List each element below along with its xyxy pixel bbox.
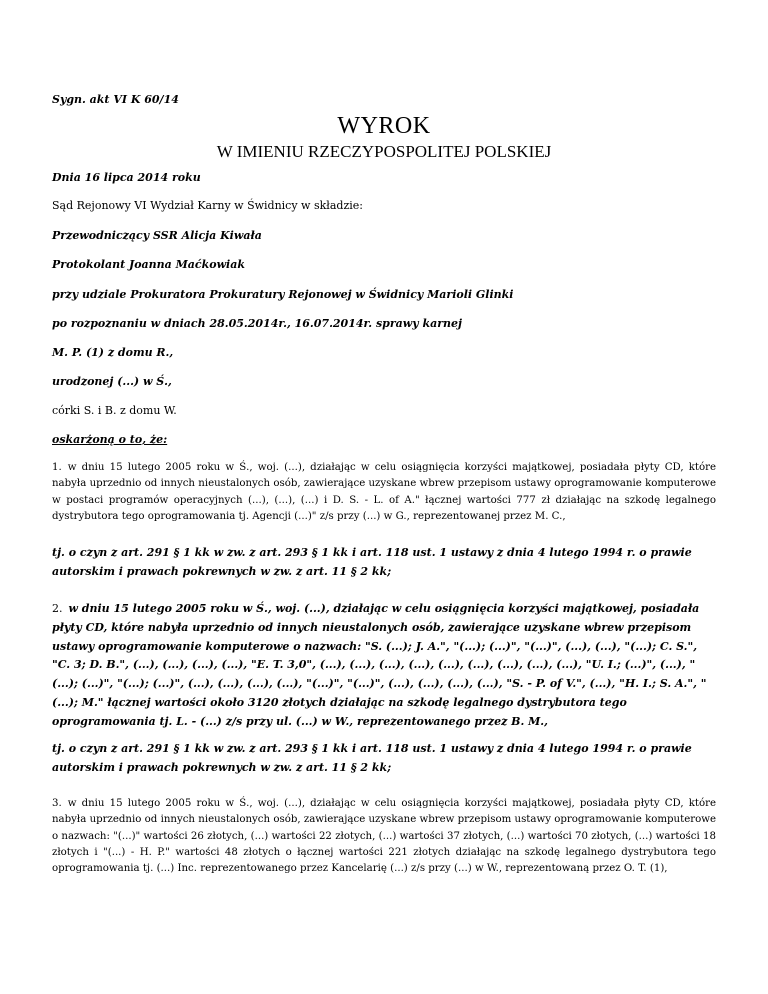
charge-2 [52,600,716,732]
charge-1 [52,460,716,525]
defendant-birth: urodzonej (...) w Ś., [52,375,172,388]
accused-heading: oskarżoną o to, że: [52,433,168,446]
court-clerk: Protokolant Joanna Maćkowiak [52,258,245,271]
case-number: Sygn. akt VI K 60/14 [52,93,179,106]
charge-text: w dniu 15 lutego 2005 roku w Ś., woj. (...), działając w celu osiągnięcia korzyści majątkowej, posiadała płyty CD, które nabyła uprzednio od innych nieustalonych osób, zawierające uzyskane wbrew przepisom ustawy oprogramowanie komputerowe o nazwach: "(...)" wartości 26 złotych, (...) wartości 22 złotych, (...) wartości 37 złotych, (...) wartości 70 złotych, (...) wartości 18 złotych i "(...) - H. P." wartości 48 złotych o łącznej wartości 221 złotych działając na szkodę legalnego dystrybutora tego oprogramowania tj. (...) Inc. reprezentowanego przez Kancelarię (...) z/s przy (...) w W., reprezentowaną przez O. T. (1), [52,798,716,875]
charge-number: 1. [52,462,62,473]
defendant-parents: córki S. i B. z domu W. [52,404,177,417]
defendant-name: M. P. (1) z domu R., [52,346,174,359]
legal-basis-1: tj. o czyn z art. 291 § 1 kk w zw. z art. 293 § 1 kk i art. 118 ust. 1 ustawy z dnia 4 lutego 1994 r. o prawie autorskim i prawach pokrewnych w zw. z art. 11 § 2 kk; [52,546,692,578]
charge-number: 2. [52,602,63,615]
legal-basis-2: tj. o czyn z art. 291 § 1 kk w zw. z art. 293 § 1 kk i art. 118 ust. 1 ustawy z dnia 4 lutego 1994 r. o prawie autorskim i prawach pokrewnych w zw. z art. 11 § 2 kk; [52,742,692,774]
charge-3 [52,796,716,877]
charge-text: w dniu 15 lutego 2005 roku w Ś., woj. (...), działając w celu osiągnięcia korzyści majątkowej, posiadała płyty CD, które nabyła uprzednio od innych nieustalonych osób, zawierające uzyskane wbrew przepisom ustawy oprogramowanie komputerowe w postaci programów operacyjnych (...), (...), (...) i D. S. - L. of A." łącznej wartości 777 zł działając na szkodę legalnego dystrybutora tego oprogramowania tj. Agencji (...)" z/s przy (...) w G., reprezentowanej przez M. C., [52,462,716,522]
court-line: Sąd Rejonowy VI Wydział Karny w Świdnicy w składzie: [52,199,363,212]
hearing-line: po rozpoznaniu w dniach 28.05.2014r., 16.07.2014r. sprawy karnej [52,317,462,330]
charge-text: w dniu 15 lutego 2005 roku w Ś., woj. (...), działając w celu osiągnięcia korzyści majątkowej, posiadała płyty CD, które nabyła uprzednio od innych nieustalonych osób, zawierające uzyskane wbrew przepisom ustawy oprogramowanie komputerowe o nazwach: "S. (...); J. A.", "(...); (...)", "(...)", (...), (...), "(...); C. S.", "C. 3; D. B.", (...), (...), (...), (...), "E. T. 3,0", (...), (...), (...), (...), (...), (...), (...), (...), (...), "U. I.; (...)", (...), " (...); (...)", "(...); (...)", (...), (...), (...), (...), "(...)", "(...)", (...), (...), (...), (...), "S. - P. of V.", (...), "H. I.; S. A.", " (...); M." łącznej wartości około 3120 złotych działając na szkodę legalnego dystrybutora tego oprogramowania tj. L. - (...) z/s przy ul. (...) w W., reprezentowanego przez B. M., [52,602,707,728]
judgment-title: WYROK [337,113,431,139]
date-line: Dnia 16 lipca 2014 roku [52,171,201,184]
presiding-judge: Przewodniczący SSR Alicja Kiwała [52,229,262,242]
prosecutor-line: przy udziale Prokuratora Prokuratury Rejonowej w Świdnicy Marioli Glinki [52,288,514,301]
judgment-subtitle: W IMIENIU RZECZYPOSPOLITEJ POLSKIEJ [216,142,552,161]
charge-number: 3. [52,798,62,809]
